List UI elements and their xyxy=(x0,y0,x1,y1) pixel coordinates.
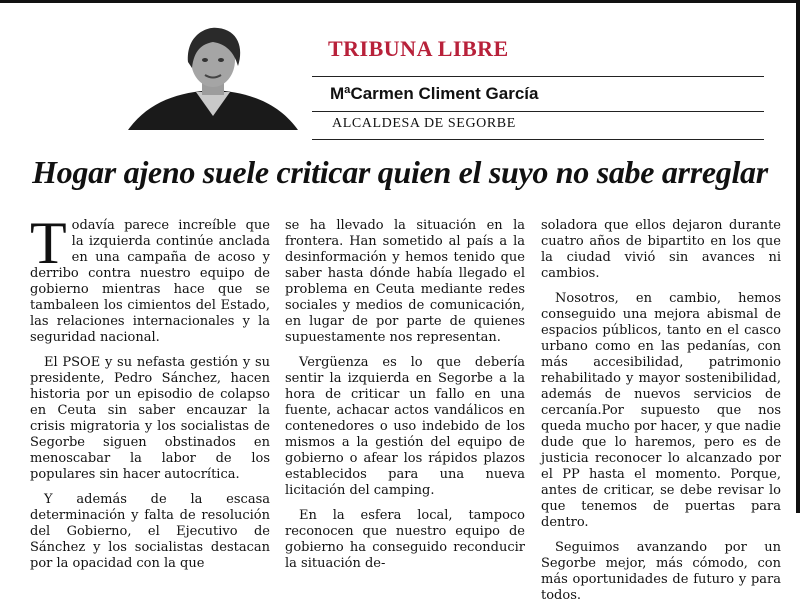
paragraph xyxy=(30,210,270,346)
article-column-3 xyxy=(541,218,781,613)
paragraph: En la esfera local, tampoco reconocen que nuestro equipo de gobierno ha conseguido reconducir la situación de- xyxy=(285,508,525,571)
portrait-image xyxy=(118,20,308,130)
divider-line xyxy=(312,111,764,112)
author-photo xyxy=(118,20,308,130)
paragraph: Nosotros, en cambio, hemos conseguido una mejora abismal de espacios públicos, tanto en el casco urbano como en las pedanías, con más accesibilidad, patrimonio rehabilitado y mayor sostenibilidad, además de nuevos servicios de cercanía.Por supuesto que nos queda mucho por hacer, y que nadie dude que lo haremos, pero es de justicia reconocer lo alcanzado por el PP hasta el momento. Porque, antes de criticar, se debe revisar lo que tenemos de puertas para dentro. xyxy=(541,291,781,530)
author-name: MªCarmen Climent García xyxy=(330,84,539,103)
paragraph: El PSOE y su nefasta gestión y su presidente, Pedro Sánchez, hacen historia por un episodio de colapso en Ceuta sin saber encauzar la crisis migratoria y los socialistas de Segorbe siguen obstinados en menoscabar la labor de los populares sin hacer autocrítica. xyxy=(30,355,270,482)
divider-line xyxy=(312,76,764,77)
divider-line xyxy=(312,139,764,140)
article-column-1 xyxy=(30,210,270,581)
paragraph: Vergüenza es lo que debería sentir la izquierda en Segorbe a la hora de criticar un fallo en una fuente, achacar actos vandálicos en contenedores o uso indebido de los mismos a la gestión del equipo de gobierno o afear los rápidos plazos establecidos para una nueva licitación del camping. xyxy=(285,355,525,498)
section-title: TRIBUNA LIBRE xyxy=(328,36,509,61)
paragraph: Y además de la escasa determinación y falta de resolución del Gobierno, el Ejecutivo de Sánchez y los socialistas destacan por la opacidad con la que xyxy=(30,492,270,571)
paragraph: Seguimos avanzando por un Segorbe mejor, más cómodo, con más oportunidades de futuro y para todos. xyxy=(541,540,781,603)
article-column-2 xyxy=(285,218,525,581)
author-role: ALCALDESA DE SEGORBE xyxy=(332,116,516,131)
paragraph: se ha llevado la situación en la frontera. Han sometido al país a la desinformación y hemos tenido que saber hasta dónde había llegado el problema en Ceuta mediante redes sociales y medios de comunicación, en lugar de por parte de quienes supuestamente nos representan. xyxy=(285,218,525,345)
paragraph-text: odavía parece increíble que la izquierda continúe anclada en una campaña de acoso y derribo contra nuestro equipo de gobierno mientras hace que se tambaleen los cimientos del Estado, las relaciones internacionales y la seguridad nacional. xyxy=(30,218,270,345)
right-border xyxy=(796,0,800,513)
drop-cap: T xyxy=(30,210,67,276)
paragraph: soladora que ellos dejaron durante cuatro años de bipartito en los que la ciudad vivió sin avances ni cambios. xyxy=(541,218,781,281)
headline: Hogar ajeno suele criticar quien el suyo no sabe arreglar xyxy=(32,154,768,190)
top-border xyxy=(0,0,800,3)
